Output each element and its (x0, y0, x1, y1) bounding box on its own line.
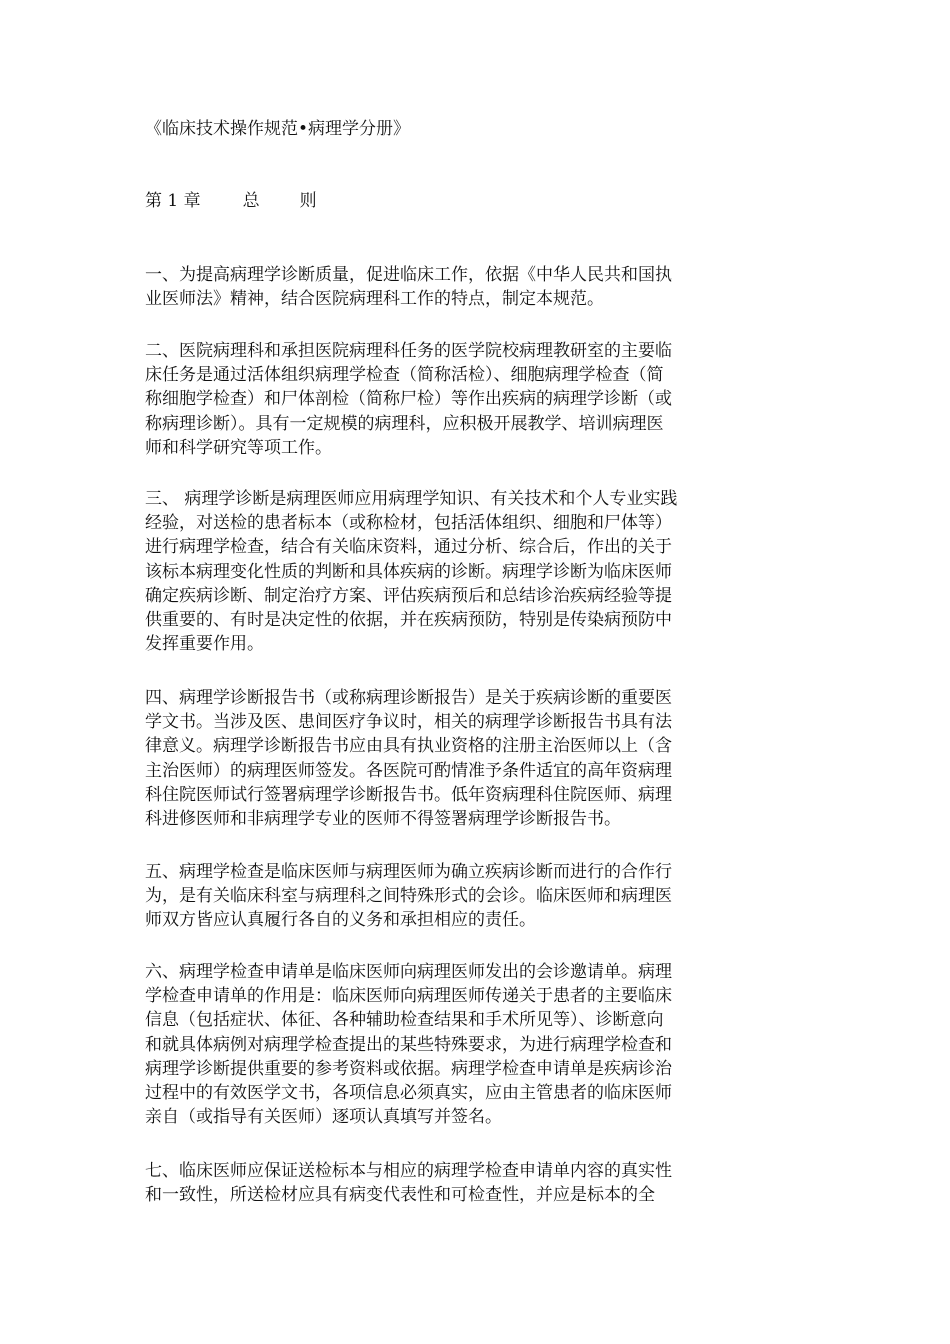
paragraph-line: 主治医师）的病理医师签发。各医院可酌情准予条件适宜的高年资病理 (145, 760, 672, 781)
paragraph-line: 师双方皆应认真履行各自的义务和承担相应的责任。 (145, 910, 536, 931)
document-title: 《临床技术操作规范•病理学分册》 (145, 119, 411, 139)
paragraph-line: 发挥重要作用。 (145, 634, 264, 655)
paragraph-line: 学文书。当涉及医、患间医疗争议时，相关的病理学诊断报告书具有法 (145, 712, 672, 733)
paragraph-line: 该标本病理变化性质的判断和具体疾病的诊断。病理学诊断为临床医师 (145, 561, 672, 582)
paragraph-2 (145, 339, 755, 460)
paragraph-1 (145, 263, 755, 311)
paragraph-3 (145, 487, 755, 656)
paragraph-line: 供重要的、有时是决定性的依据，并在疾病预防，特别是传染病预防中 (145, 610, 672, 631)
paragraph-line: 信息（包括症状、体征、各种辅助检查结果和手术所见等）、诊断意向 (145, 1010, 664, 1031)
paragraph-line: 律意义。病理学诊断报告书应由具有执业资格的注册主治医师以上（含 (145, 736, 672, 757)
paragraph-line: 三、 病理学诊断是病理医师应用病理学知识、有关技术和个人专业实践 (145, 489, 678, 509)
chapter-name-part1: 总 (242, 191, 260, 211)
paragraph-line: 五、病理学检查是临床医师与病理医师为确立疾病诊断而进行的合作行 (145, 862, 672, 882)
paragraph-line: 二、医院病理科和承担医院病理科任务的医学院校病理教研室的主要临 (145, 341, 672, 361)
paragraph-line: 经验，对送检的患者标本（或称检材，包括活体组织、细胞和尸体等） (145, 513, 672, 534)
paragraph-6 (145, 960, 755, 1129)
paragraph-line: 进行病理学检查，结合有关临床资料，通过分析、综合后，作出的关于 (145, 537, 672, 558)
paragraph-7 (145, 1159, 755, 1207)
paragraph-5 (145, 860, 755, 933)
paragraph-line: 六、病理学检查申请单是临床医师向病理医师发出的会诊邀请单。病理 (145, 962, 672, 982)
paragraph-line: 床任务是通过活体组织病理学检查（简称活检）、细胞病理学检查（简 (145, 365, 664, 386)
paragraph-line: 为，是有关临床科室与病理科之间特殊形式的会诊。临床医师和病理医 (145, 886, 672, 907)
paragraph-line: 七、临床医师应保证送检标本与相应的病理学检查申请单内容的真实性 (145, 1161, 672, 1181)
paragraph-line: 称细胞学检查）和尸体剖检（简称尸检）等作出疾病的病理学诊断（或 (145, 389, 672, 410)
paragraph-line: 科住院医师试行签署病理学诊断报告书。低年资病理科住院医师、病理 (145, 784, 672, 805)
paragraph-line: 学检查申请单的作用是：临床医师向病理医师传递关于患者的主要临床 (145, 986, 672, 1007)
paragraph-line: 四、病理学诊断报告书（或称病理诊断报告）是关于疾病诊断的重要医 (145, 688, 672, 708)
paragraph-line: 业医师法》精神，结合医院病理科工作的特点，制定本规范。 (145, 289, 604, 310)
paragraph-4 (145, 686, 755, 831)
chapter-name-part2: 则 (299, 191, 317, 211)
paragraph-line: 和一致性，所送检材应具有病变代表性和可检查性，并应是标本的全 (145, 1185, 655, 1206)
chapter-heading (145, 189, 317, 213)
paragraph-line: 和就具体病例对病理学检查提出的某些特殊要求，为进行病理学检查和 (145, 1034, 672, 1055)
chapter-number: 第 1 章 (145, 191, 201, 211)
paragraph-line: 一、为提高病理学诊断质量，促进临床工作，依据《中华人民共和国执 (145, 265, 672, 285)
paragraph-line: 确定疾病诊断、制定治疗方案、评估疾病预后和总结诊治疾病经验等提 (145, 585, 672, 606)
paragraph-line: 称病理诊断）。具有一定规模的病理科，应积极开展教学、培训病理医 (145, 413, 664, 434)
paragraph-line: 病理学诊断提供重要的参考资料或依据。病理学检查申请单是疾病诊治 (145, 1058, 672, 1079)
paragraph-line: 过程中的有效医学文书，各项信息必须真实，应由主管患者的临床医师 (145, 1083, 672, 1104)
paragraph-line: 科进修医师和非病理学专业的医师不得签署病理学诊断报告书。 (145, 809, 621, 830)
paragraph-line: 亲自（或指导有关医师）逐项认真填写并签名。 (145, 1107, 502, 1128)
paragraph-line: 师和科学研究等项工作。 (145, 437, 332, 458)
